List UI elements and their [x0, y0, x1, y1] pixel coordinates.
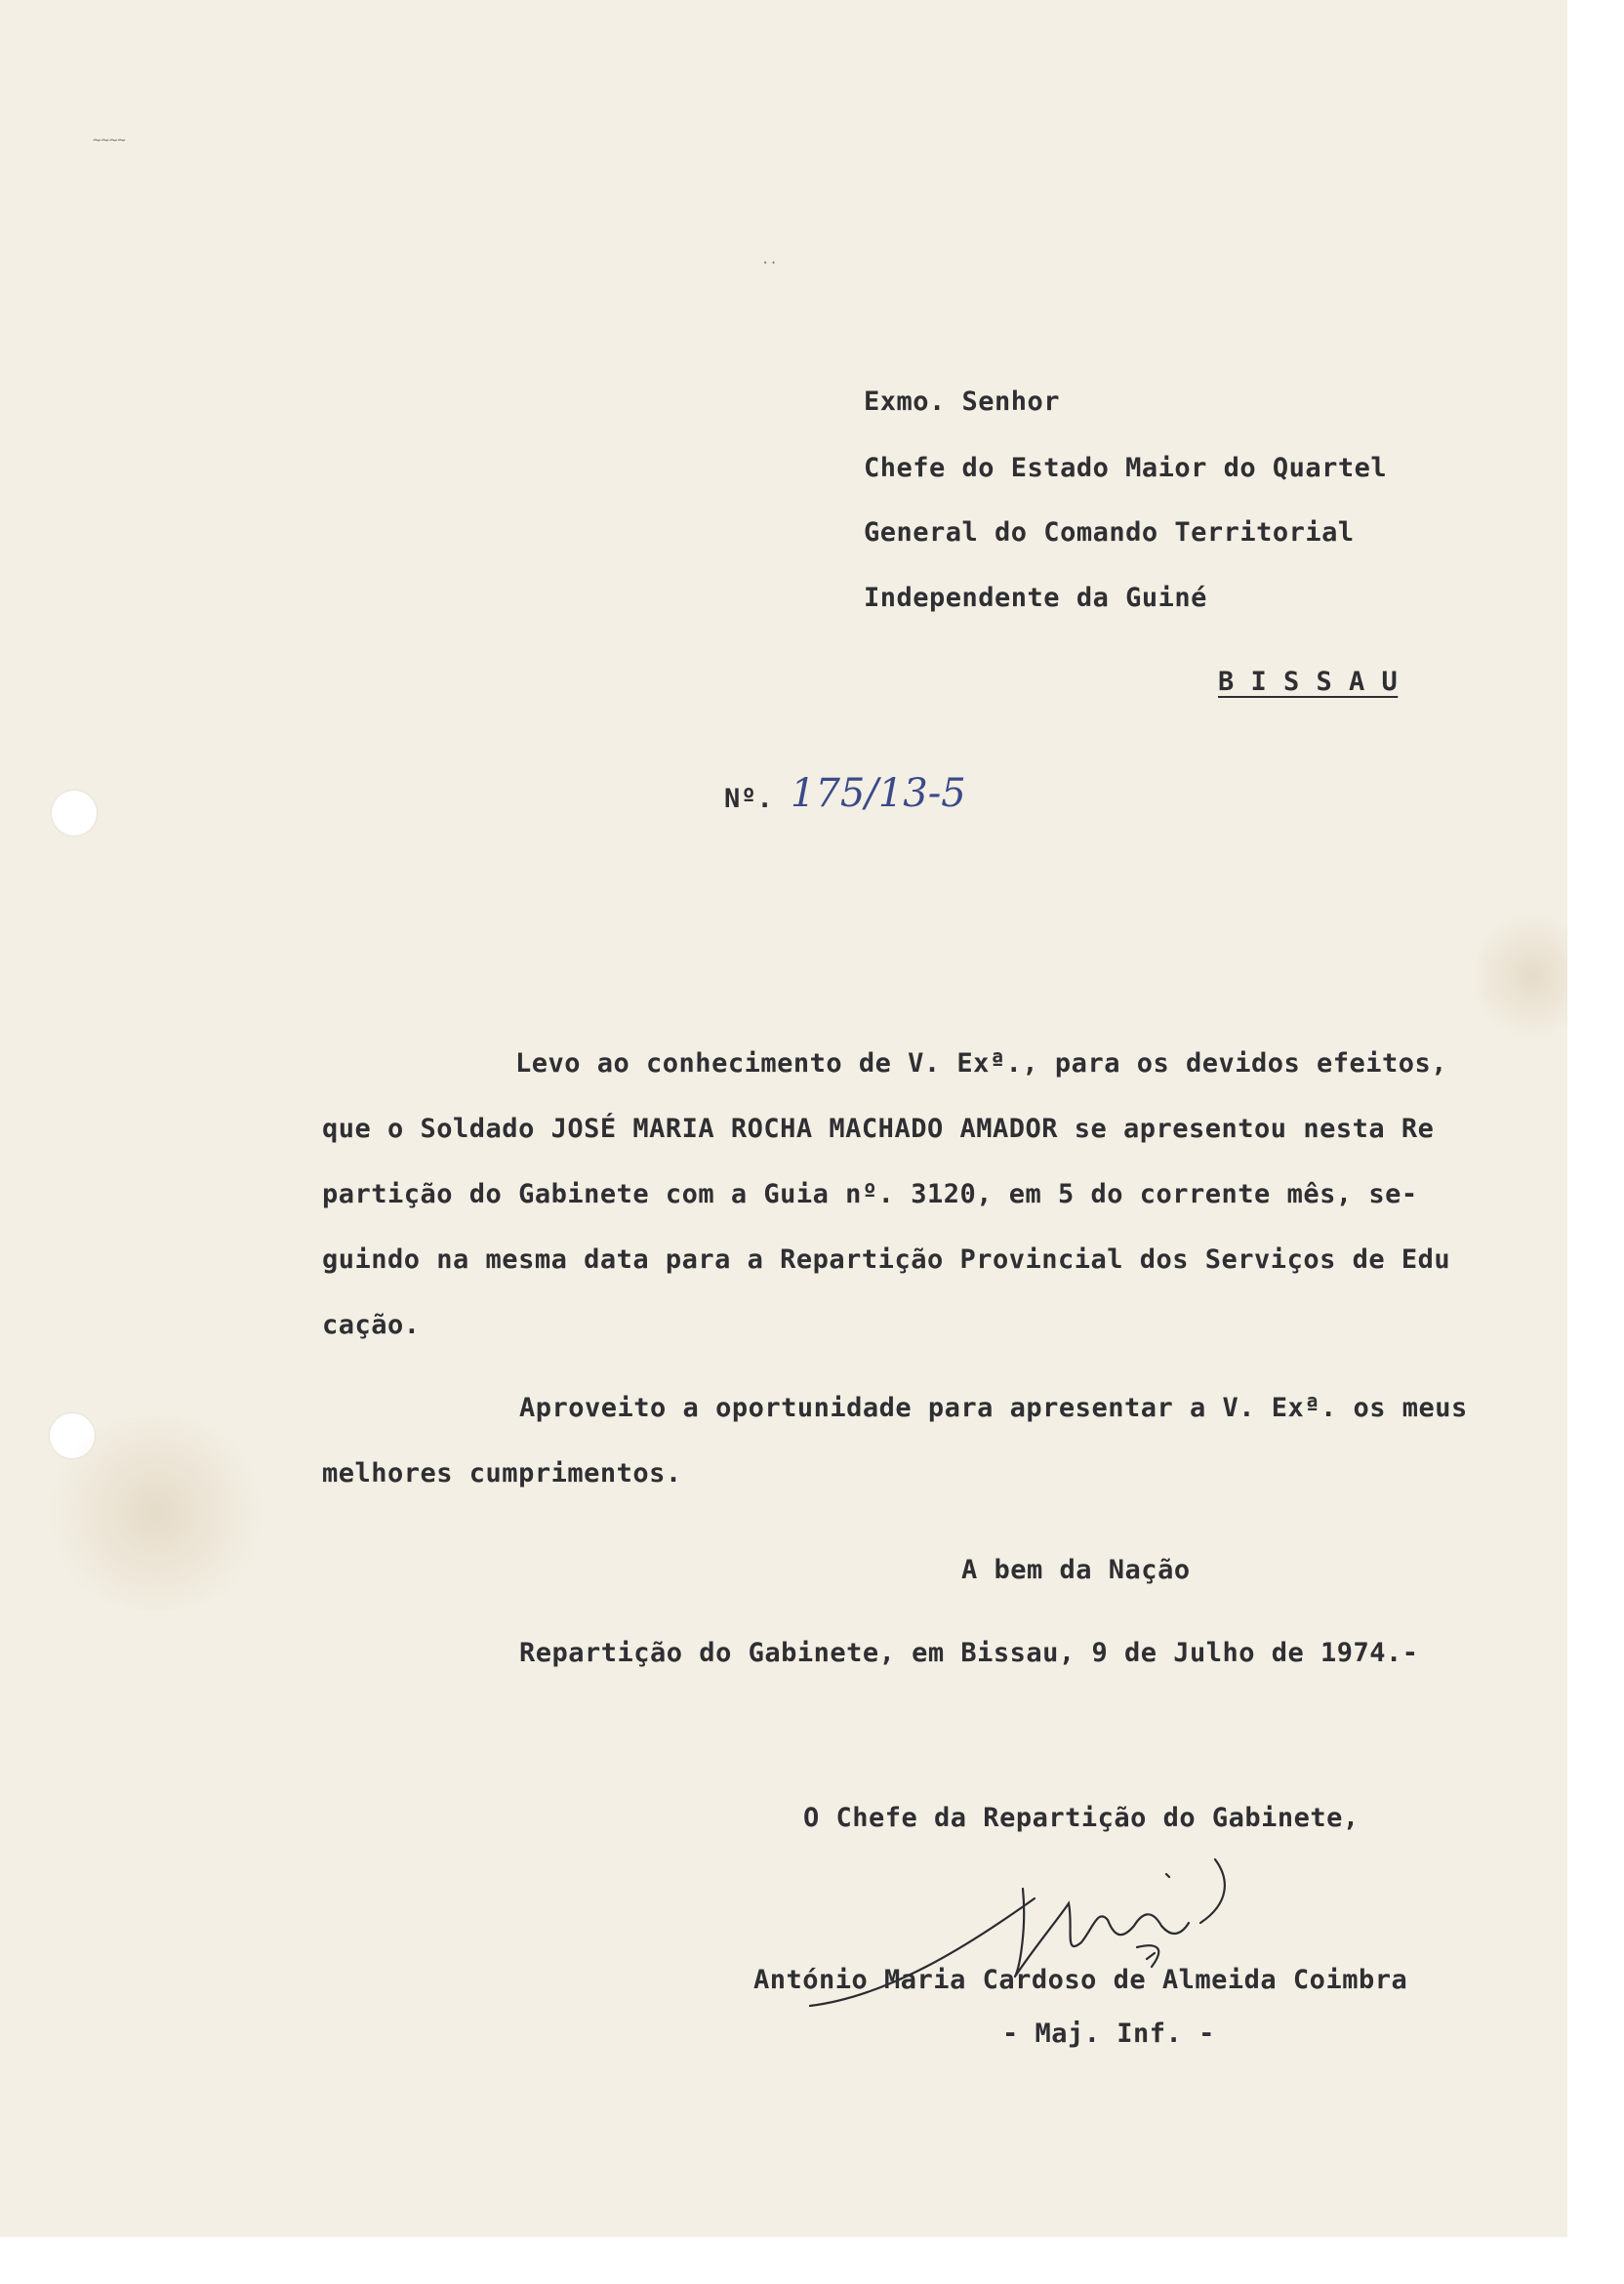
reference-number-handwritten: 175/13-5: [791, 771, 966, 816]
closing-motto: A bem da Nação: [961, 1555, 1191, 1585]
punch-hole-top: [52, 791, 97, 836]
paper-mark: ~~~~: [93, 133, 126, 148]
reference-prefix: Nº.: [724, 784, 774, 814]
body-line: guindo na mesma data para a Repartição Provincial dos Serviços de Edu: [322, 1244, 1451, 1275]
body-line: partição do Gabinete com a Guia nº. 3120, em 5 do corrente mês, se-: [322, 1179, 1418, 1209]
paper-mark: ··: [761, 256, 778, 271]
address-salutation: Exmo. Senhor: [864, 387, 1061, 417]
body-line: que o Soldado JOSÉ MARIA ROCHA MACHADO AMADOR se apresentou nesta Re: [322, 1114, 1435, 1144]
signatory-title: O Chefe da Repartição do Gabinete,: [803, 1803, 1360, 1833]
handwritten-signature: [771, 1850, 1279, 2025]
address-line-2: General do Comando Territorial: [864, 517, 1355, 548]
signatory-name: António Maria Cardoso de Almeida Coimbra: [753, 1965, 1408, 1995]
closing-place-date: Repartição do Gabinete, em Bissau, 9 de Julho de 1974.-: [519, 1638, 1419, 1668]
body-line: melhores cumprimentos.: [322, 1458, 682, 1489]
address-line-1: Chefe do Estado Maior do Quartel: [864, 453, 1388, 483]
address-city: B I S S A U: [1218, 667, 1399, 697]
paper-stain: [39, 1415, 273, 1611]
body-line: Levo ao conhecimento de V. Exª., para os devidos efeitos,: [515, 1048, 1448, 1079]
signatory-rank: - Maj. Inf. -: [1002, 2019, 1215, 2049]
scan-margin: [1567, 0, 1624, 2284]
address-line-3: Independente da Guiné: [864, 583, 1207, 613]
body-line: cação.: [322, 1310, 421, 1340]
body-line: Aproveito a oportunidade para apresentar a V. Exª. os meus: [519, 1393, 1468, 1423]
